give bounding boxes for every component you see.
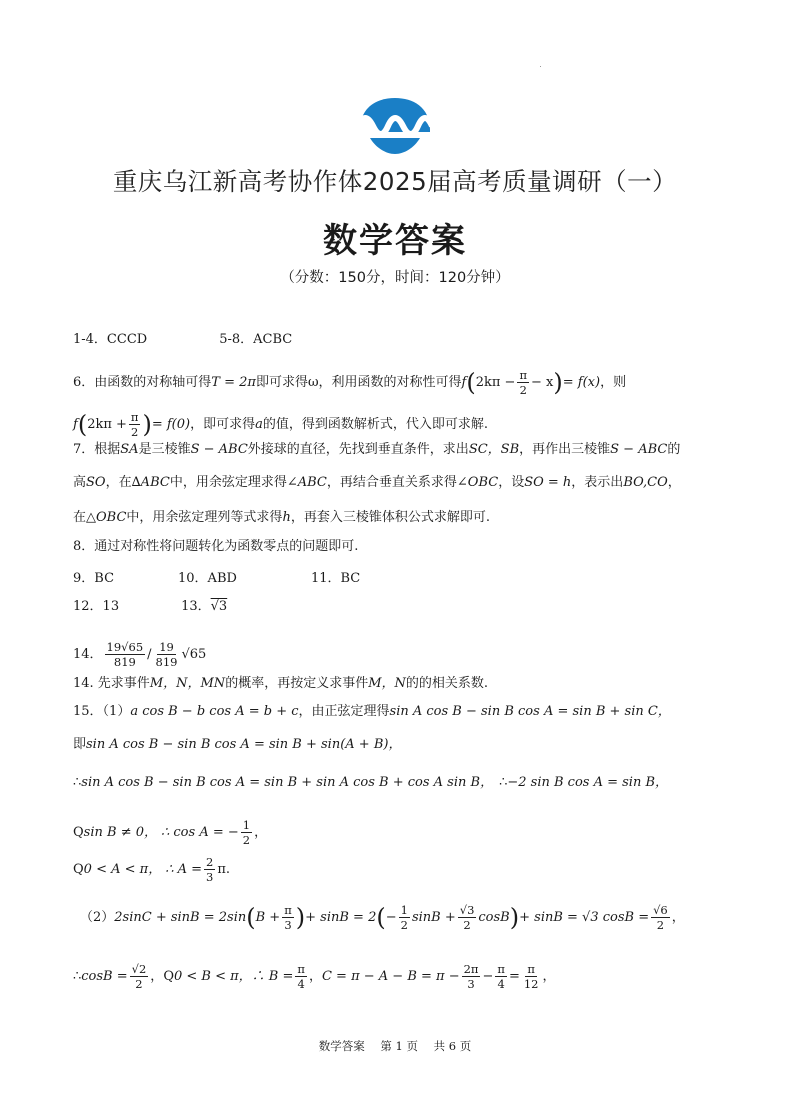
q6-line-1: 6．由函数的对称轴可得T = 2π即可求得ω，利用函数的对称性可得f(2kπ − $\frac{\pi}{2}$ − x)= f(x)，则: [73, 368, 627, 397]
q7-line-3: 在△OBC中，用余弦定理列等式求得h，再套入三棱锥体积公式求解即可.: [73, 510, 490, 525]
answer-row-2: 9．BC 10．ABD 11．BC: [73, 571, 361, 586]
answer-row-1: 1-4．CCCD 5-8．ACBC: [73, 332, 293, 347]
footer-page: 第 1 页: [380, 1039, 418, 1053]
footer-label: 数学答案: [318, 1039, 365, 1053]
page-footer: [0, 1038, 790, 1054]
q6-line-2: f(2kπ + $\frac{\pi}{2}$ )= f(0)，即可求得a的值，得到函数解析式，代入即可求解.: [73, 410, 489, 439]
doc-title: 数学答案: [323, 221, 467, 261]
q15-line-4: Qsin B ≠ 0， ∴ cos A = − $\frac{1}{2}$ ，: [73, 818, 268, 847]
q7-line-1: 7．根据SA是三棱锥S − ABC外接球的直径，先找到垂直条件，求出SC，SB，再作出三棱锥S − ABC的: [73, 442, 681, 457]
wave-emblem-icon: [356, 96, 434, 156]
exam-title: 重庆乌江新高考协作体2025届高考质量调研（一）: [112, 167, 678, 196]
q14-line: 14. 先求事件M，N，MN的概率，再按定义求事件M，N的的相关系数.: [73, 676, 489, 691]
answer-row-3: 12．13 13．√3: [73, 599, 228, 614]
q15-line-7: ∴cosB = $\frac{√2}{2}$ ，Q0 < B < π，∴ B = $\frac{\pi}{4}$ ，C = π − A − B = π − $\frac{2\pi}{3}$ − $\frac{\pi}{4}$ = $\frac{\pi}{12}$ ，: [73, 962, 556, 991]
q15-line-1: 15．（1）a cos B − b cos A = b + c，由正弦定理得sin A cos B − sin B cos A = sin B + sin C，: [73, 704, 671, 719]
q8-line: 8．通过对称性将问题转化为函数零点的问题即可.: [73, 539, 359, 554]
q7-line-2: 高SO，在∆ABC中，用余弦定理求得∠ABC，再结合垂直关系求得∠OBC，设SO = h，表示出BO,CO，: [73, 475, 681, 490]
q15-line-2: 即sin A cos B − sin B cos A = sin B + sin(A + B)，: [73, 737, 402, 752]
exam-subtitle: （分数：150分，时间：120分钟）: [280, 270, 510, 286]
speck: [540, 66, 541, 67]
q15-line-3: ∴sin A cos B − sin B cos A = sin B + sin A cos B + cos A sin B， ∴−2 sin B cos A = sin B，: [73, 775, 669, 790]
footer-total: 共 6 页: [433, 1039, 472, 1053]
q15-line-6: （2）2sinC + sinB = 2sin(B + $\frac{\pi}{3}$ )+ sinB = 2(− $\frac{1}{2}$ sinB + $\frac{√3}{2}$ cosB)+ sinB = √3 cosB = $\frac{√6}{2}$ ，: [80, 903, 685, 932]
q15-line-5: Q0 < A < π， ∴ A = $\frac{2}{3}$ π.: [73, 855, 231, 884]
q14-answer: 14． $\frac{19√65}{819}$ / $\frac{19}{819}$ √65: [73, 640, 207, 669]
